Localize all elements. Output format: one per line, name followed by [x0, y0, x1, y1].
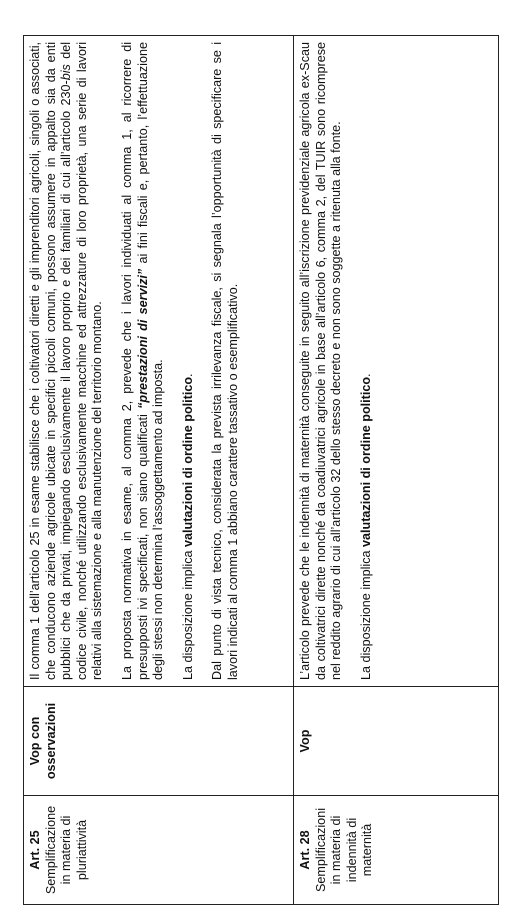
table-row	[24, 36, 294, 905]
paragraph-text-after: .	[358, 373, 373, 377]
rotated-page	[23, 35, 498, 905]
paragraph-text: Il comma 1 dell’articolo 25 in esame stabilisce che i coltivatori diretti e gli imprenditori agricoli, singoli o associati, che conducono aziende agricole ubicate in specifici piccoli comuni, possono assumere in appalto sia da enti pubblici che da privati, impiegando esclusivamente il lavoro proprio e dei familiari di cui all’articolo 230-	[28, 42, 74, 680]
paragraph-text: L’articolo prevede che le indennità di maternità conseguite in seguito all’iscrizione previdenziale agricola ex-Scau da coltivatrici dirette nonché da coadiuvatrici agricole in base all’articolo 6, comma 2, del TUIR sono ricomprese nel reddito agrario di cui all’articolo 32 dello stesso decreto e non sono soggette a ritenuta alla fonte.	[298, 42, 344, 680]
vop-value: Vop con osservazioni	[28, 702, 58, 780]
paragraph-text-after: .	[180, 373, 195, 377]
description-cell	[24, 36, 294, 687]
article-number: Art. 25	[28, 830, 42, 870]
paragraph-bold: valutazioni di ordine politico	[180, 376, 195, 547]
article-cell	[24, 796, 294, 905]
article-title: Semplificazione in materia di pluriattività	[43, 805, 89, 895]
vop-cell	[294, 687, 499, 796]
paragraph-italic: “prestazioni di servizi”	[135, 268, 150, 409]
paragraph-bold: valutazioni di ordine politico	[358, 376, 373, 547]
vop-value: Vop	[298, 729, 312, 753]
paragraph	[359, 42, 375, 680]
paragraph	[28, 42, 106, 680]
description-cell	[294, 36, 499, 687]
article-title: Semplificazioni in materia di indennità di maternità	[313, 808, 375, 892]
evaluation-table	[23, 35, 499, 905]
paragraph-text: Dal punto di vista tecnico, considerata la prevista irrilevanza fiscale, si segnala l’opportunità di specificare se i lavori indicati al comma 1 abbiano carattere tassativo o esemplificativo.	[210, 42, 240, 680]
vop-cell	[24, 687, 294, 796]
article-cell	[294, 796, 499, 905]
paragraph-text-after: ai fini fiscali e, pertanto, l’effettuazione degli stessi non determina l’assoggettamento ad imposta.	[135, 42, 166, 680]
paragraph-text: La disposizione implica	[180, 546, 195, 680]
article-number: Art. 28	[298, 830, 312, 870]
table-row	[294, 36, 499, 905]
paragraph	[210, 42, 241, 680]
paragraph-text-after: del codice civile, nonché utilizzando esclusivamente macchine ed attrezzature di loro proprietà, una serie di lavori relativi alla sistemazione e alla manutenzione del territorio montano.	[59, 41, 105, 680]
paragraph-text: La disposizione implica	[358, 546, 373, 680]
paragraph	[181, 42, 197, 680]
paragraph	[120, 42, 167, 680]
paragraph	[298, 42, 345, 680]
paragraph-text: La proposta normativa in esame, al comma 2, prevede che i lavori individuati al comma 1, al ricorrere di presupposti ivi specificati, non siano qualificati	[119, 42, 150, 680]
paragraph-italic: bis	[59, 64, 74, 81]
